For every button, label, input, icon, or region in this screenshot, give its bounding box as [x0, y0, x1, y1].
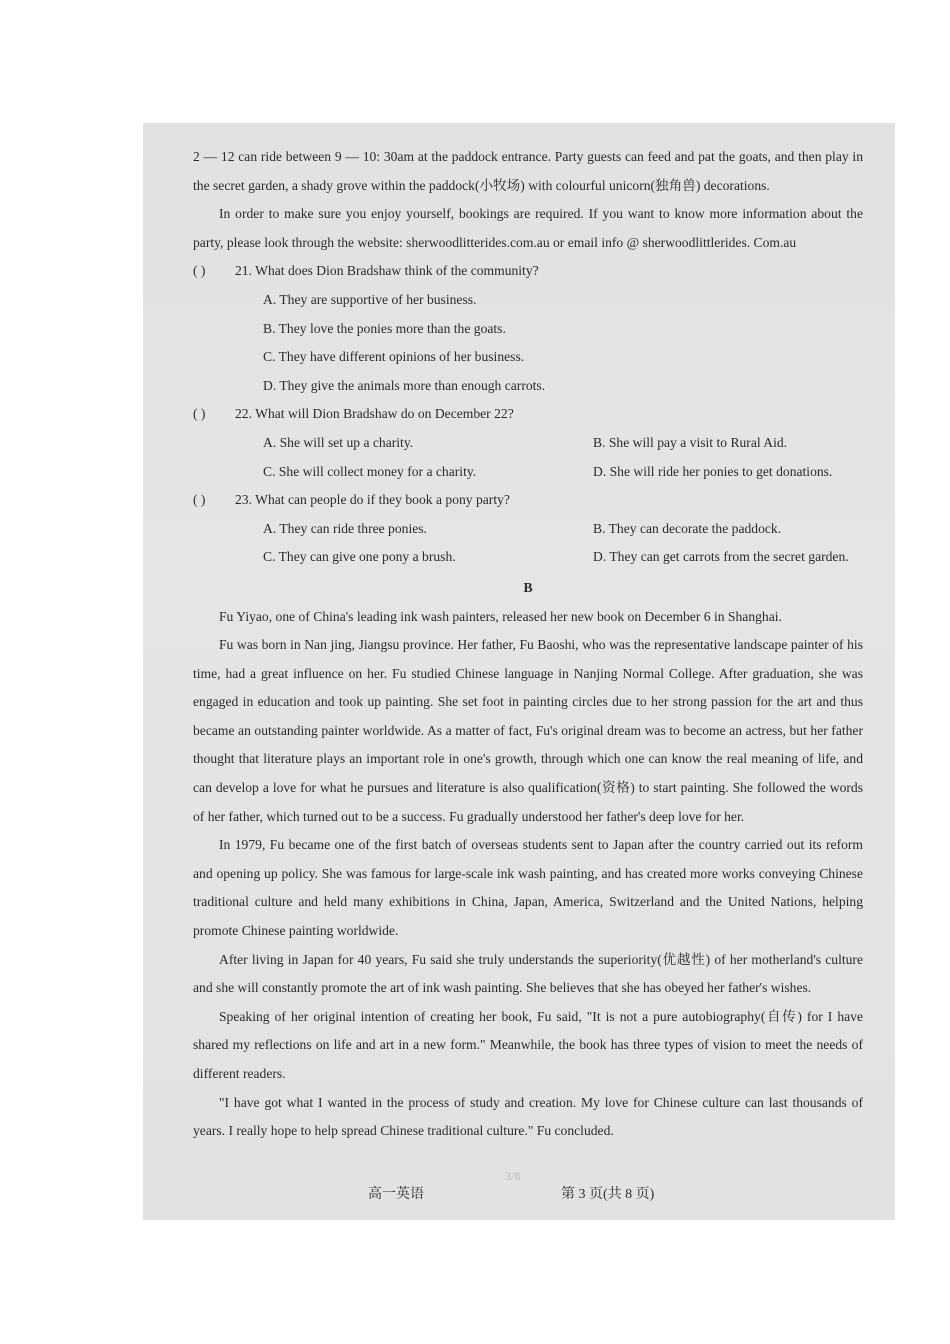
option: A. She will set up a charity.	[263, 434, 414, 450]
question-stem: 22. What will Dion Bradshaw do on December 22?	[235, 406, 514, 422]
footer-page-number: 第 3 页(共 8 页)	[561, 1187, 655, 1202]
option-row	[193, 458, 863, 487]
option: C. She will collect money for a charity.	[263, 463, 477, 479]
option: A. They are supportive of her business.	[263, 291, 477, 307]
question-22	[193, 400, 863, 429]
option: C. They can give one pony a brush.	[263, 549, 456, 565]
question-21	[193, 257, 863, 286]
option: B. She will pay a visit to Rural Aid.	[593, 434, 788, 450]
answer-blank: ( )	[193, 492, 206, 508]
option-row	[193, 543, 863, 572]
passage-b-paragraph: In 1979, Fu became one of the first batch of overseas students sent to Japan after the country carried out its reform and opening up policy. She was famous for large-scale ink wash painting, and has created more works conveying Chinese traditional culture and held many exhibitions in China, Japan, America, Switzerland and the United Nations, helping promote Chinese painting worldwide.	[193, 837, 863, 939]
option: B. They love the ponies more than the goats.	[263, 320, 506, 336]
section-b-heading: B	[523, 579, 533, 595]
option: D. She will ride her ponies to get donations.	[593, 463, 833, 479]
footer-subject: 高一英语	[368, 1187, 424, 1202]
question-stem: 21. What does Dion Bradshaw think of the community?	[235, 263, 539, 279]
answer-blank: ( )	[193, 406, 206, 422]
option: B. They can decorate the paddock.	[593, 520, 782, 536]
option-row	[193, 429, 863, 458]
passage-b-paragraph: Fu was born in Nan jing, Jiangsu province. Her father, Fu Baoshi, who was the representative landscape painter of his time, had a great influence on her. Fu studied Chinese language in Nanjing Normal College. After graduation, she was engaged in education and took up painting. She set foot in painting circles due to her strong passion for the art and thus became an outstanding painter worldwide. As a matter of fact, Fu's original dream was to become an actress, but her father thought that literature plays an important role in one's growth, through which one can know the real meaning of life, and can develop a love for what he pursues and literature is also qualification(资格) to start painting. She followed the words of her father, which turned out to be a success. Fu gradually understood her father's deep love for her.	[193, 637, 863, 824]
passage-a-paragraph: 2 — 12 can ride between 9 — 10: 30am at the paddock entrance. Party guests can feed and pat the goats, and then play in the secret garden, a shady grove within the paddock(小牧场) with colourful unicorn(独角兽) decorations.	[193, 149, 863, 193]
question-stem: 23. What can people do if they book a pony party?	[235, 492, 510, 508]
question-23	[193, 486, 863, 515]
page-content	[193, 143, 863, 1146]
option: D. They give the animals more than enough carrots.	[263, 377, 546, 393]
passage-b-paragraph: "I have got what I wanted in the process of study and creation. My love for Chinese culture can last thousands of years. I really hope to help spread Chinese traditional culture." Fu concluded.	[193, 1094, 863, 1139]
passage-b-paragraph: Fu Yiyao, one of China's leading ink wash painters, released her new book on December 6 in Shanghai.	[219, 608, 782, 624]
option: D. They can get carrots from the secret garden.	[593, 549, 849, 565]
option-row	[193, 515, 863, 544]
exam-page	[143, 123, 895, 1220]
passage-b-paragraph: Speaking of her original intention of creating her book, Fu said, "It is not a pure autobiography(自传) for I have shared my reflections on life and art in a new form." Meanwhile, the book has three types of vision to meet the needs of different readers.	[193, 1008, 863, 1081]
pdf-page-indicator: 3/8	[505, 1169, 521, 1183]
option: A. They can ride three ponies.	[263, 520, 427, 536]
answer-blank: ( )	[193, 263, 206, 279]
passage-a-paragraph: In order to make sure you enjoy yourself, bookings are required. If you want to know more information about the party, please look through the website: sherwoodlitterides.com.au or email info @ sherwoodlittlerides. Com.au	[193, 206, 863, 250]
passage-b-paragraph: After living in Japan for 40 years, Fu said she truly understands the superiority(优越性) of her motherland's culture and she will constantly promote the art of ink wash painting. She believes that she has obeyed her father's wishes.	[193, 951, 863, 996]
option: C. They have different opinions of her business.	[263, 349, 525, 365]
